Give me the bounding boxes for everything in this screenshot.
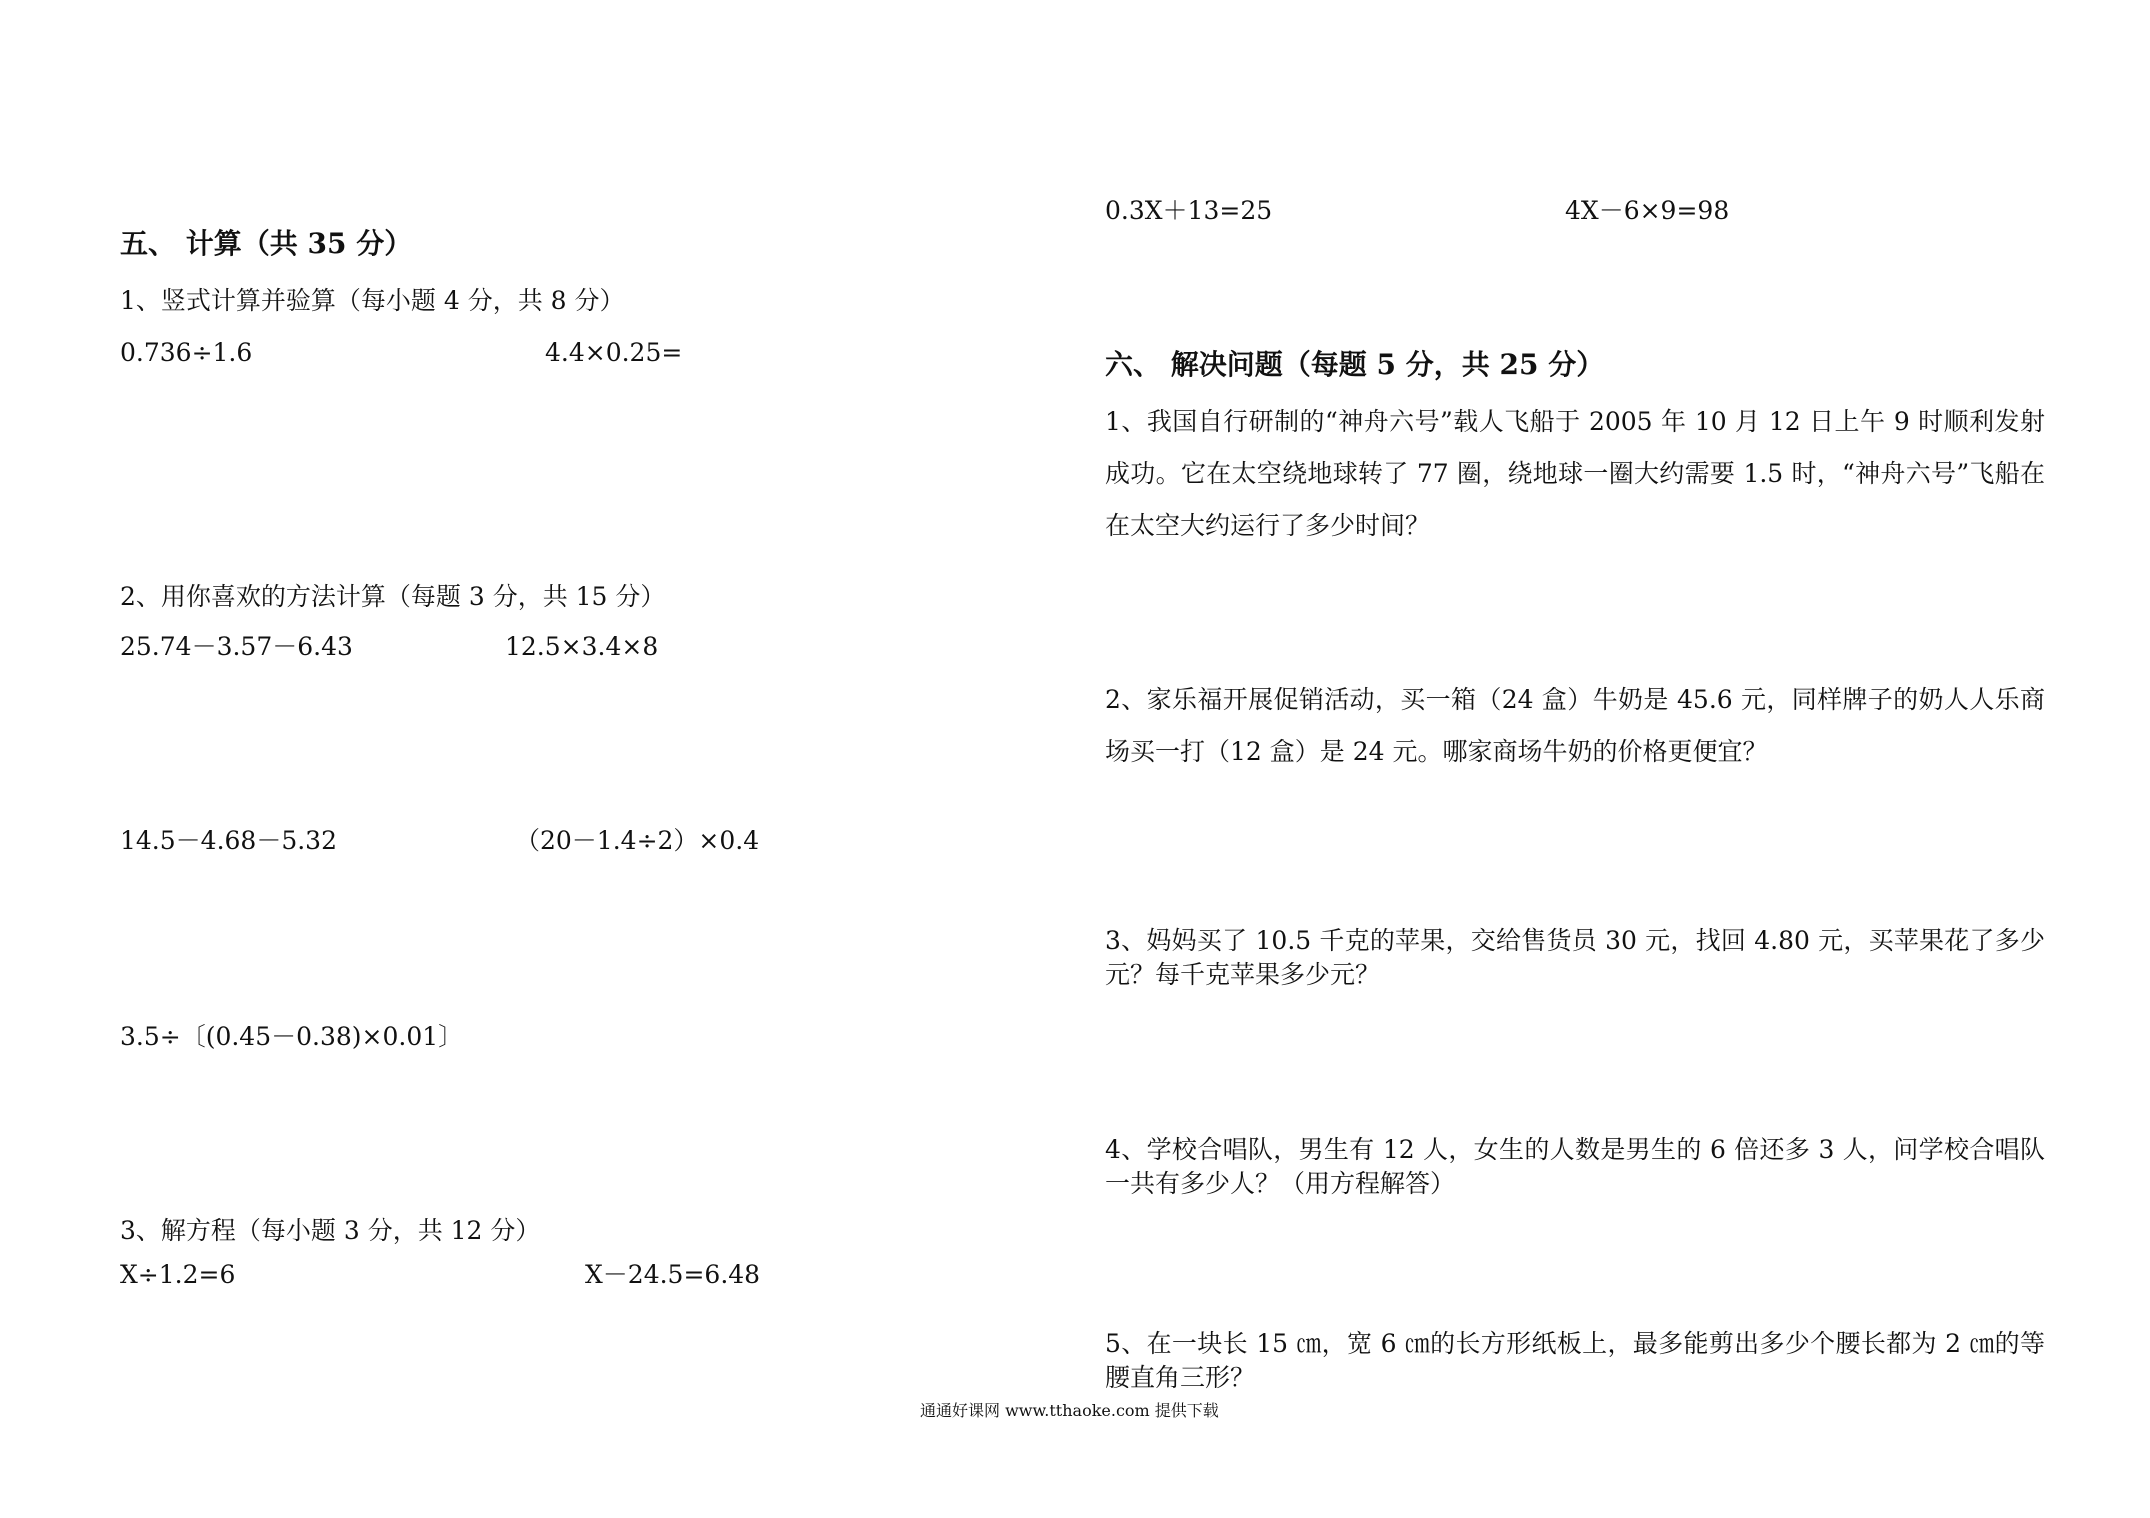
q2-heading: 2、用你喜欢的方法计算（每题 3 分，共 15 分） <box>120 582 666 611</box>
footer-text: 通通好课网 www.tthaoke.com 提供下载 <box>920 1401 1219 1420</box>
problem-4: 4、学校合唱队，男生有 12 人，女生的人数是男生的 6 倍还多 3 人，问学校合唱队一共有多少人？（用方程解答） <box>1105 1135 2045 1198</box>
q2-item-2: 12.5×3.4×8 <box>505 632 659 661</box>
q2-item-3: 14.5－4.68－5.32 <box>120 826 337 855</box>
q2-item-1: 25.74－3.57－6.43 <box>120 632 353 661</box>
problem-1: 1、我国自行研制的“神舟六号”载人飞船于 2005 年 10 月 12 日上午 9 时顺利发射成功。它在太空绕地球转了 77 圈，绕地球一圈大约需要 1.5 时，“神舟六号”飞船在在太空大约运行了多少时间？ <box>1105 407 2045 540</box>
q1-item-1: 0.736÷1.6 <box>120 338 253 367</box>
q3-heading: 3、解方程（每小题 3 分，共 12 分） <box>120 1216 541 1245</box>
section6-title: 六、 解决问题（每题 5 分，共 25 分） <box>1105 348 1605 381</box>
q2-item-4: （20－1.4÷2）×0.4 <box>515 826 760 855</box>
q1-item-2: 4.4×0.25= <box>545 338 683 367</box>
problem-5: 5、在一块长 15 ㎝，宽 6 ㎝的长方形纸板上，最多能剪出多少个腰长都为 2 ㎝的等腰直角三形？ <box>1105 1329 2045 1392</box>
q1-heading: 1、竖式计算并验算（每小题 4 分，共 8 分） <box>120 286 625 315</box>
q3-item-3: 0.3X＋13=25 <box>1105 196 1273 225</box>
q2-item-5: 3.5÷〔(0.45－0.38)×0.01〕 <box>120 1022 464 1051</box>
section5-title: 五、 计算（共 35 分） <box>120 227 413 260</box>
q3-item-1: X÷1.2=6 <box>120 1260 236 1289</box>
problem-3: 3、妈妈买了 10.5 千克的苹果，交给售货员 30 元，找回 4.80 元，买苹果花了多少元？每千克苹果多少元？ <box>1105 926 2045 989</box>
q3-item-4: 4X－6×9=98 <box>1565 196 1730 225</box>
problem-2: 2、家乐福开展促销活动，买一箱（24 盒）牛奶是 45.6 元，同样牌子的奶人人乐商场买一打（12 盒）是 24 元。哪家商场牛奶的价格更便宜？ <box>1105 685 2045 766</box>
q3-item-2: X－24.5=6.48 <box>585 1260 761 1289</box>
